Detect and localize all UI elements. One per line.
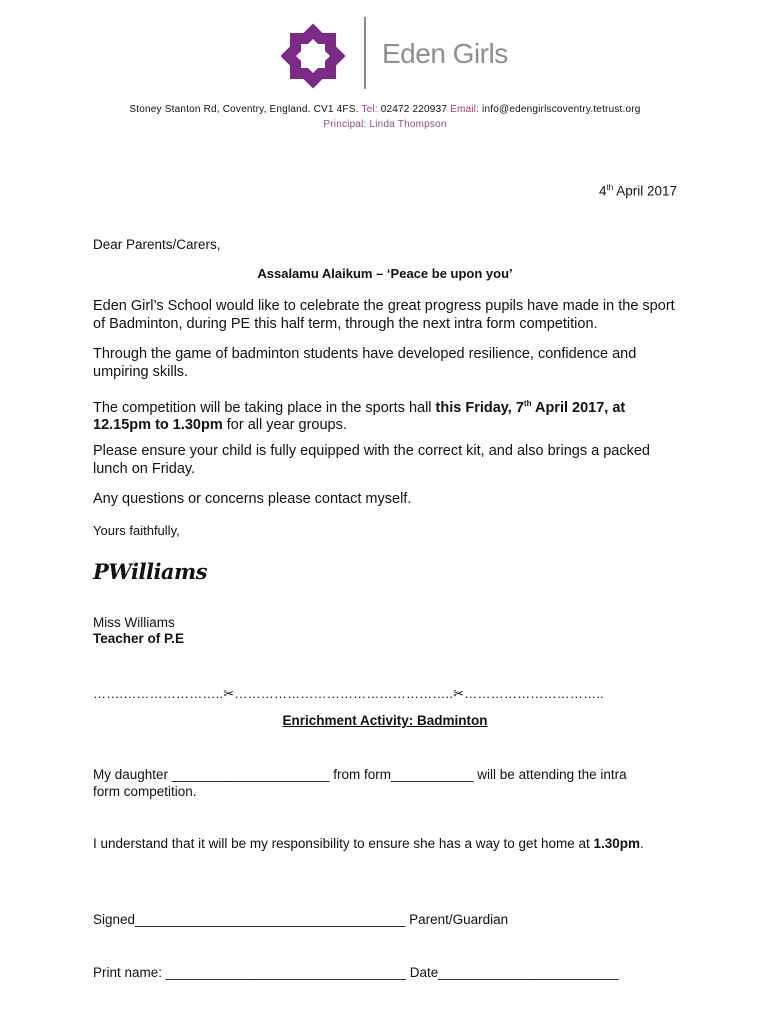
school-logo-icon <box>278 21 348 91</box>
greeting-heading: Assalamu Alaikum – ‘Peace be upon you’ <box>257 266 513 281</box>
email-address[interactable]: info@edengirlscoventry.tetrust.org <box>482 104 641 115</box>
paragraph-kit: Please ensure your child is fully equipped with the correct kit, and also brings a packed lunch on Friday. <box>93 443 650 477</box>
slip-print-name-line[interactable]: Print name: ________________________________ Date________________________ <box>93 965 619 980</box>
slip-title: Enrichment Activity: Badminton <box>282 713 488 728</box>
school-name: Eden Girls <box>382 38 508 69</box>
scissors-icon: ✂ <box>223 686 235 701</box>
school-address-line <box>0 104 770 115</box>
paragraph-questions: Any questions or concerns please contact myself. <box>93 491 412 507</box>
school-address: Stoney Stanton Rd, Coventry, England. CV1 4FS. <box>129 104 359 115</box>
event-text-b: for all year groups. <box>222 417 347 434</box>
responsibility-time: 1.30pm <box>593 836 641 851</box>
signer-title: Teacher of P.E <box>93 631 185 646</box>
header-divider <box>364 17 366 89</box>
cut-line <box>93 686 604 702</box>
slip-daughter-line[interactable]: My daughter _____________________ from form___________ will be attending the intra <box>93 767 627 782</box>
tel-label: Tel: <box>361 104 378 115</box>
paragraph-intro: Eden Girl’s School would like to celebrate the great progress pupils have made in the sport of Badminton, during PE this half term, through the next intra form competition. <box>93 298 675 332</box>
cut-dots-3: ………………………….. <box>464 686 604 701</box>
slip-responsibility-line <box>93 836 644 851</box>
event-date-suffix: th <box>523 399 532 408</box>
date-rest: April 2017 <box>616 183 677 199</box>
salutation: Dear Parents/Carers, <box>93 237 221 252</box>
signature: PWilliams <box>93 559 208 584</box>
slip-signed-line[interactable]: Signed____________________________________ Parent/Guardian <box>93 912 509 927</box>
letter-date <box>599 183 677 199</box>
principal-line: Principal: Linda Thompson <box>323 119 447 130</box>
date-day: 4 <box>599 183 607 199</box>
slip-daughter-line-cont: form competition. <box>93 784 197 799</box>
event-text-a: The competition will be taking place in the sports hall <box>93 399 436 416</box>
signer-name: Miss Williams <box>93 615 175 630</box>
responsibility-text: I understand that it will be my responsibility to ensure she has a way to get home at <box>93 836 594 851</box>
date-suffix: th <box>606 183 614 192</box>
paragraph-event-details <box>93 395 683 435</box>
event-time-bold: April 2017, at 12.15pm to 1.30pm <box>93 399 626 434</box>
cut-dots-2: ………………………………………….. <box>234 686 454 701</box>
tel-number: 02472 220937 <box>380 104 448 115</box>
email-label: Email: <box>450 104 480 115</box>
closing: Yours faithfully, <box>93 523 180 538</box>
responsibility-end: . <box>640 836 644 851</box>
scissors-icon: ✂ <box>453 686 465 701</box>
event-date-bold: this Friday, 7 <box>435 399 524 416</box>
paragraph-skills: Through the game of badminton students have developed resilience, confidence and umpiring skills. <box>93 346 637 380</box>
cut-dots-1: …….………………….. <box>93 686 224 701</box>
